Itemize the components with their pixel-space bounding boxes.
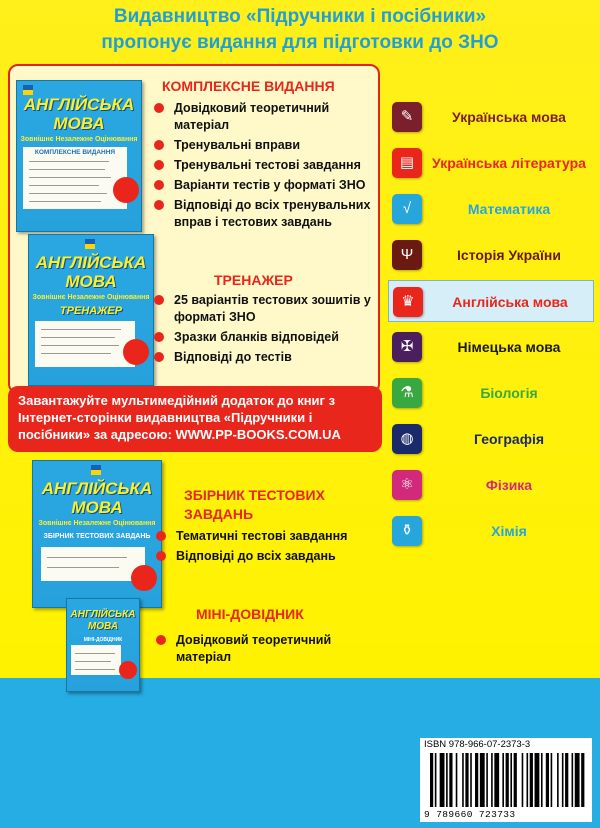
book-title-line1: АНГЛІЙСЬКА [41,479,153,498]
list-item: Тренувальні тестові завдання [150,157,378,174]
trainer-list [150,292,378,369]
book-subtitle: Зовнішнє Незалежне Оцінювання [32,294,150,301]
book-icon: ✎ [392,102,422,132]
globe-icon: ◍ [392,424,422,454]
bullet-icon [156,531,166,541]
multimedia-promo: Завантажуйте мультимедійний додаток до книг з Інтернет-сторінки видавництва «Підручники і посібники» за адресою: WWW.PP-BOOKS.COM.UA [8,386,382,452]
bullet-icon [154,140,164,150]
list-item: Довідковий теоретичний матеріал [150,100,378,134]
list-item: 25 варіантів тестових зошитів у форматі ЗНО [150,292,378,326]
book-collection-cover [32,460,162,608]
book-content-panel [35,321,135,367]
open-book-icon: ▤ [392,148,422,178]
list-item: Відповіді до всіх тренувальних вправ і тестових завдань [150,197,378,231]
subject-item [388,510,594,552]
isbn-barcode-block [420,738,592,822]
book-edition-label: ЗБІРНИК ТЕСТОВИХ ЗАВДАНЬ [43,533,151,540]
book-title-line1: АНГЛІЙСЬКА [70,609,136,620]
trainer-title: ТРЕНАЖЕР [214,272,293,288]
crest-icon: ♛ [393,287,423,317]
bullet-icon [156,635,166,645]
book-title-line2: МОВА [87,621,119,632]
subject-label: Фізика [485,476,533,493]
subject-label: Українська мова [452,108,566,125]
ukraine-flag-icon [23,85,33,95]
book-badge-icon [131,565,157,591]
book-subtitle: Зовнішнє Незалежне Оцінювання [20,136,138,143]
ukraine-flag-icon [85,239,95,249]
isbn-label: ISBN 978-966-07-2373-3 [424,739,531,750]
subject-item [388,280,594,322]
list-item: Зразки бланків відповідей [150,329,378,346]
bullet-icon [154,160,164,170]
publisher-header [0,4,600,56]
book-content-panel [41,547,145,581]
bullet-icon [154,332,164,342]
book-title-line1: АНГЛІЙСЬКА [35,253,147,272]
eagle-icon: ✠ [392,332,422,362]
collection-title: ЗБІРНИК ТЕСТОВИХ ЗАВДАНЬ [184,487,325,522]
trident-icon: Ψ [392,240,422,270]
book-badge-icon [123,339,149,365]
subject-item [388,418,594,460]
bullet-icon [156,551,166,561]
list-item: Відповіді до тестів [150,349,378,366]
bullet-icon [154,295,164,305]
bullet-icon [154,180,164,190]
isbn-digits: 9 789660 723733 [424,809,516,820]
bullet-icon [154,103,164,113]
list-item: Варіанти тестів у форматі ЗНО [150,177,378,194]
microscope-icon: ⚗ [392,378,422,408]
book-content-panel [23,147,127,209]
list-item: Відповіді до всіх завдань [152,548,378,565]
book-complex-edition-cover [16,80,142,232]
list-item: Тематичні тестові завдання [152,528,378,545]
subject-item [388,326,594,368]
sqrt-icon: √ [392,194,422,224]
book-trainer-cover [28,234,154,386]
complex-edition-list [150,100,378,234]
complex-edition-title: КОМПЛЕКСНЕ ВИДАННЯ [162,78,335,94]
subject-label: Німецька мова [457,338,561,355]
book-title-line1: АНГЛІЙСЬКА [23,95,135,114]
list-item: Тренувальні вправи [150,137,378,154]
mini-list [152,632,352,669]
book-title-line2: МОВА [65,272,117,291]
subject-item [388,372,594,414]
header-line-1: Видавництво «Підручники і посібники» [113,6,487,27]
subject-label: Українська література [432,154,586,171]
list-item: Довідковий теоретичний матеріал [152,632,352,666]
subject-label: Хімія [491,522,527,539]
bullet-icon [154,200,164,210]
book-edition-label: ТРЕНАЖЕР [59,305,123,317]
subject-item [388,464,594,506]
subject-label: Біологія [480,384,538,401]
book-content-panel [71,645,121,675]
subject-item [388,234,594,276]
mini-title: МІНІ-ДОВІДНИК [196,606,304,622]
book-title-line2: МОВА [71,498,123,517]
collection-list [152,528,378,568]
subjects-list [388,96,594,556]
subject-item [388,96,594,138]
subject-label: Історія України [457,246,561,263]
subject-label: Англійська мова [452,293,568,310]
subject-label: Географія [473,430,545,447]
bullet-icon [154,352,164,362]
atom-icon: ⚛ [392,470,422,500]
header-line-2: пропонує видання для підготовки до ЗНО [101,32,499,53]
book-edition-label: КОМПЛЕКСНЕ ВИДАННЯ [34,149,116,156]
flask-icon: ⚱ [392,516,422,546]
subject-label: Математика [467,200,551,217]
subject-item [388,188,594,230]
barcode-icon [430,753,586,807]
book-title-line2: МОВА [53,114,105,133]
book-badge-icon [119,661,137,679]
book-subtitle: Зовнішнє Незалежне Оцінювання [38,520,156,527]
ukraine-flag-icon [91,465,101,475]
book-badge-icon [113,177,139,203]
book-edition-label: МІНІ-ДОВІДНИК [83,637,123,643]
subject-item [388,142,594,184]
book-mini-cover [66,598,140,692]
